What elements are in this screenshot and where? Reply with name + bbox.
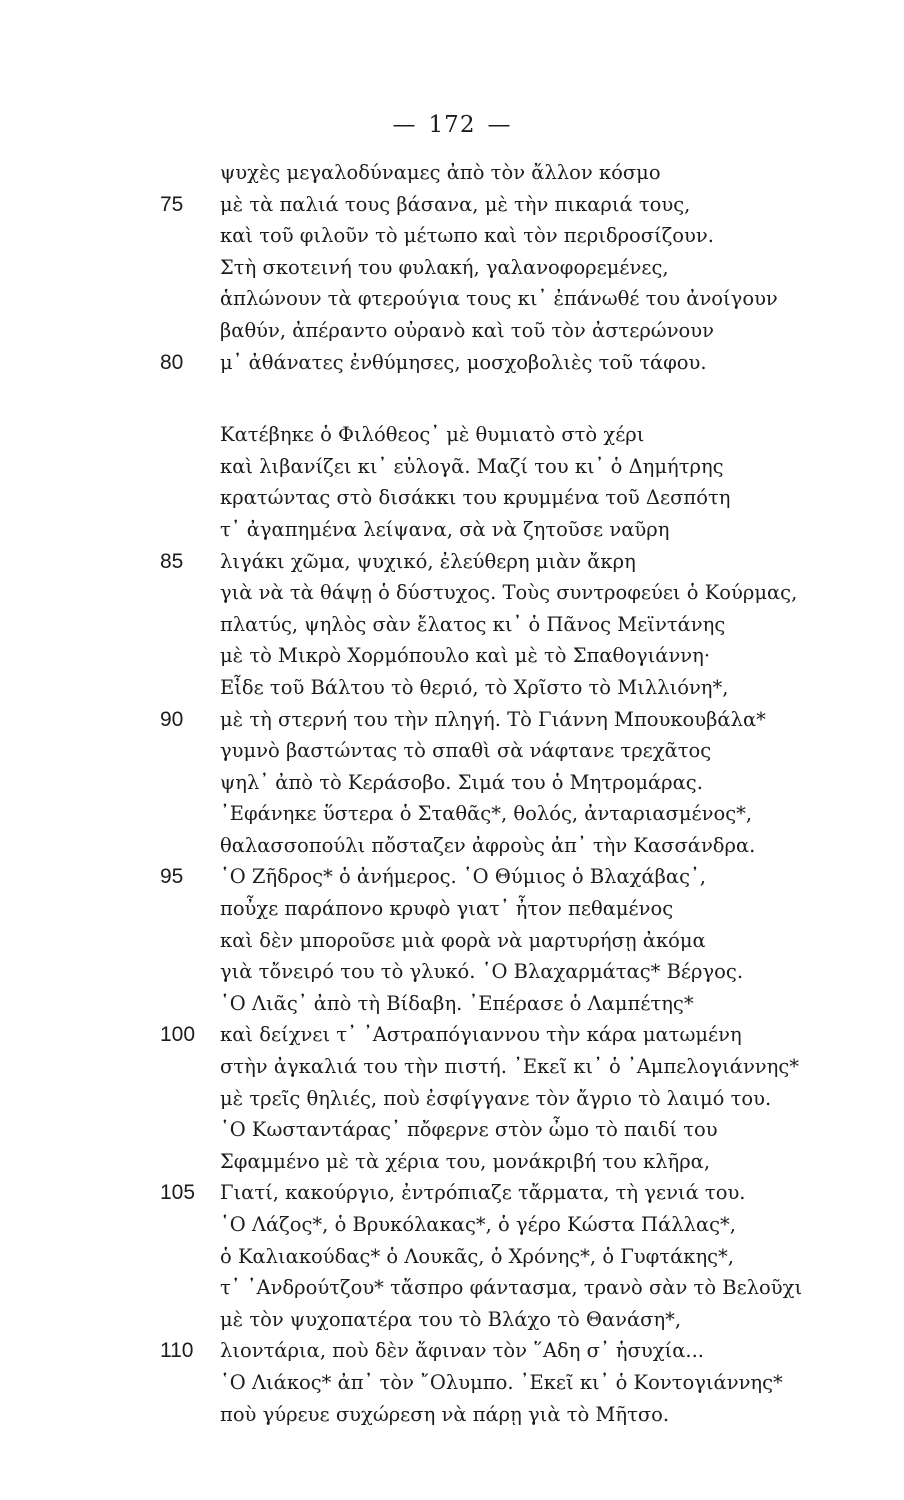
poem-line	[0, 577, 904, 609]
line-text: γυμνὸ βαστώντας τὸ σπαθὶ σὰ νάφτανε τρεχᾶτος	[220, 739, 712, 763]
poem-line	[0, 419, 904, 451]
line-text: μὲ τὴ στερνή του τὴν πληγή. Τὸ Γιάννη Μπουκουβάλα*	[220, 707, 766, 731]
line-text: καὶ τοῦ φιλοῦν τὸ μέτωπο καὶ τὸν περιδροσίζουν.	[220, 224, 714, 248]
line-number: 110	[160, 1339, 194, 1363]
line-text: γιὰ νὰ τὰ θάψῃ ὁ δύστυχος. Τοὺς συντροφεύει ὁ Κούρμας,	[220, 581, 798, 605]
line-number: 75	[160, 192, 184, 216]
line-text: Σφαμμένο μὲ τὰ χέρια του, μονάκριβή του κλῆρα,	[220, 1149, 711, 1173]
line-text: ῾Ο Λιάκος* ἀπ᾿ τὸν ῎Ολυμπο. ᾿Εκεῖ κι᾿ ὁ Κοντογιάννης*	[220, 1370, 783, 1394]
line-text: μὲ τρεῖς θηλιές, ποὺ ἐσφίγγανε τὸν ἄγριο τὸ λαιμό του.	[220, 1086, 772, 1110]
poem-line	[0, 735, 904, 767]
line-number: 85	[160, 549, 184, 573]
line-text: βαθύν, ἀπέραντο οὐρανὸ καὶ τοῦ τὸν ἀστερώνουν	[220, 318, 715, 342]
poem-line	[0, 189, 904, 221]
line-text: μ᾿ ἀθάνατες ἐνθύμησες, μοσχοβολιὲς τοῦ τάφου.	[220, 350, 707, 374]
line-text: μὲ τὸν ψυχοπατέρα του τὸ Βλάχο τὸ Θανάση*,	[220, 1307, 682, 1331]
poem-line	[0, 546, 904, 578]
poem-line	[0, 1272, 904, 1304]
line-text: ῾Ο Λάζος*, ὁ Βρυκόλακας*, ὁ γέρο Κώστα Πάλλας*,	[220, 1213, 736, 1236]
poem-line	[0, 1177, 904, 1209]
line-text: ὁ Καλιακούδας* ὁ Λουκᾶς, ὁ Χρόνης*, ὁ Γυφτάκης*,	[220, 1244, 734, 1268]
line-text: καὶ δείχνει τ᾿ ᾿Αστραπόγιαννου τὴν κάρα ματωμένη	[220, 1023, 742, 1047]
poem-line	[0, 1051, 904, 1083]
line-text: λιγάκι χῶμα, ψυχικό, ἐλεύθερη μιὰν ἄκρη	[220, 549, 636, 573]
poem-line	[0, 704, 904, 736]
poem-line	[0, 347, 904, 379]
line-text: μὲ τὰ παλιά τους βάσανα, μὲ τὴν πικαριά τους,	[220, 192, 691, 216]
stanza-2	[0, 419, 904, 1430]
line-text: ῾Ο Κωσταντάρας᾿ πὄφερνε στὸν ὦμο τὸ παιδί του	[220, 1118, 718, 1142]
line-text: καὶ δὲν μποροῦσε μιὰ φορὰ νὰ μαρτυρήσῃ ἀκόμα	[220, 928, 706, 952]
poem-line	[0, 1367, 904, 1399]
line-text: ποὖχε παράπονο κρυφὸ γιατ᾿ ἦτον πεθαμένος	[220, 897, 674, 921]
poem-line	[0, 925, 904, 957]
line-text: ψηλ᾿ ἀπὸ τὸ Κεράσοβο. Σιμά του ὁ Μητρομάρας.	[220, 770, 703, 794]
line-text: πλατύς, ψηλὸς σὰν ἔλατος κι᾿ ὁ Πᾶνος Μεϊντάνης	[220, 612, 726, 636]
poem-line	[0, 1019, 904, 1051]
line-number: 105	[160, 1181, 196, 1205]
poem-line	[0, 283, 904, 315]
poem-line	[0, 861, 904, 893]
poem-line	[0, 1146, 904, 1178]
poem-line	[0, 220, 904, 252]
poem-line	[0, 1241, 904, 1273]
line-text: τ᾿ ἀγαπημένα λείψανα, σὰ νὰ ζητοῦσε ναῦρη	[220, 517, 670, 541]
poem-line	[0, 315, 904, 347]
line-text: ῾Ο Ζῆδρος* ὁ ἀνήμερος. ῾Ο Θύμιος ὁ Βλαχάβας᾿,	[220, 865, 706, 889]
line-text: Γιατί, κακούργιο, ἐντρόπιαζε τἄρματα, τὴ γενιά του.	[220, 1181, 746, 1205]
poem-line	[0, 1209, 904, 1241]
line-text: ψυχὲς μεγαλοδύναμες ἀπὸ τὸν ἄλλον κόσμο	[220, 161, 661, 184]
poem-line	[0, 1335, 904, 1367]
poem-line	[0, 893, 904, 925]
line-text: ποὺ γύρευε συχώρεση νὰ πάρῃ γιὰ τὸ Μῆτσο.	[220, 1402, 670, 1426]
poem-line	[0, 252, 904, 284]
poem-line	[0, 451, 904, 483]
line-text: Εἶδε τοῦ Βάλτου τὸ θεριό, τὸ Χρῖστο τὸ Μιλλιόνη*,	[220, 675, 729, 699]
page-number-value: 172	[428, 112, 476, 138]
line-text: θαλασσοπούλι πὄσταζεν ἀφροὺς ἀπ᾿ τὴν Κασσάνδρα.	[220, 833, 756, 857]
poem-line	[0, 798, 904, 830]
page-number-dash-right: —	[487, 112, 512, 138]
line-text: μὲ τὸ Μικρὸ Χορμόπουλο καὶ μὲ τὸ Σπαθογιάννη·	[220, 644, 711, 668]
page-number-dash-left: —	[392, 112, 417, 138]
poem-line	[0, 1114, 904, 1146]
line-text: κρατώντας στὸ δισάκκι του κρυμμένα τοῦ Δεσπότη	[220, 486, 731, 510]
poem-line	[0, 1304, 904, 1336]
stanza-gap	[0, 378, 904, 419]
poem-line	[0, 482, 904, 514]
line-text: λιοντάρια, ποὺ δὲν ἄφιναν τὸν ῞Αδη σ᾿ ἡσυχία...	[220, 1339, 705, 1363]
poem-line	[0, 988, 904, 1020]
page-number	[0, 112, 904, 138]
poem-line	[0, 672, 904, 704]
poem-line	[0, 956, 904, 988]
line-text: ῾Ο Λιᾶς᾿ ἀπὸ τὴ Βίδαβη. ᾿Επέρασε ὁ Λαμπέτης*	[220, 991, 694, 1015]
poem-line	[0, 1083, 904, 1115]
line-text: τ᾿ ᾿Ανδρούτζου* τἄσπρο φάντασμα, τρανὸ σὰν τὸ Βελοῦχι	[220, 1276, 803, 1300]
stanza-1	[0, 157, 904, 378]
poem-line	[0, 514, 904, 546]
line-text: ἁπλώνουν τὰ φτερούγια τους κι᾿ ἐπάνωθέ του ἀνοίγουν	[220, 287, 778, 311]
poem-line	[0, 767, 904, 799]
poem-line	[0, 830, 904, 862]
line-text: γιὰ τὄνειρό του τὸ γλυκό. ῾Ο Βλαχαρμάτας* Βέργος.	[220, 960, 744, 984]
line-number: 80	[160, 350, 184, 374]
line-text: στὴν ἀγκαλιά του τὴν πιστή. ᾿Εκεῖ κι᾿ ὁ ᾿Αμπελογιάννης*	[220, 1055, 800, 1079]
poem-line	[0, 609, 904, 641]
poem-line	[0, 640, 904, 672]
line-number: 100	[160, 1023, 196, 1047]
poem-line	[0, 1399, 904, 1431]
poem-text	[0, 157, 904, 1430]
line-number: 95	[160, 865, 184, 889]
line-number: 90	[160, 707, 184, 731]
line-text: Στὴ σκοτεινή του φυλακή, γαλανοφορεμένες,	[220, 255, 669, 279]
line-text: ᾿Εφάνηκε ὕστερα ὁ Σταθᾶς*, θολός, ἀνταριασμένος*,	[220, 802, 753, 826]
line-text: Κατέβηκε ὁ Φιλόθεος᾿ μὲ θυμιατὸ στὸ χέρι	[220, 423, 645, 447]
poem-line	[0, 157, 904, 189]
line-text: καὶ λιβανίζει κι᾿ εὐλογᾶ. Μαζί του κι᾿ ὁ Δημήτρης	[220, 454, 724, 478]
